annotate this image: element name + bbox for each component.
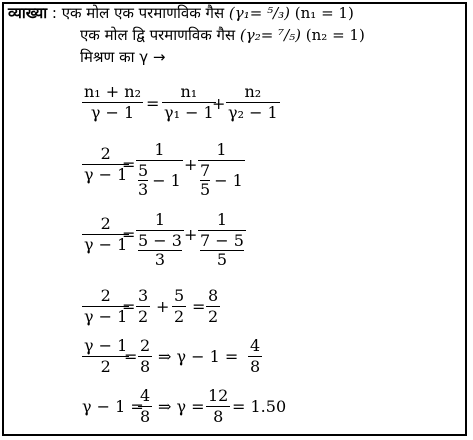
- eq4-term-c: [206, 288, 220, 325]
- n2-value: (n₂ = 1): [305, 26, 365, 44]
- eq1-t2-den: γ₂ − 1: [228, 103, 278, 122]
- eq5-b-den: 8: [250, 357, 261, 376]
- n1-value: (n₁ = 1): [294, 4, 354, 22]
- eq1-plus: +: [212, 94, 226, 113]
- eq2-t1-inner-den: 3: [138, 180, 149, 199]
- explanation-line-1: [8, 6, 354, 21]
- eq2-t1-tail: − 1: [152, 170, 181, 190]
- eq2-t1-den: [136, 163, 183, 198]
- eq2-t2-den: [198, 163, 245, 198]
- eq5-equals: =: [124, 347, 138, 366]
- eq4-b-num: 5: [174, 286, 185, 305]
- eq6-term-b: [206, 388, 230, 425]
- eq1-equals: =: [146, 94, 160, 113]
- eq5-a-den: 8: [140, 357, 151, 376]
- eq3-plus: +: [184, 225, 198, 244]
- eq3-t1-inner-den: 3: [154, 250, 166, 269]
- diatomic-gas-text: एक मोल द्वि परमाणविक गैस: [80, 26, 236, 44]
- eq6-result: = 1.50: [232, 397, 287, 416]
- eq4-term-a: [136, 288, 150, 325]
- explanation-line-2: [80, 28, 365, 43]
- eq3-term1: [136, 212, 184, 268]
- eq3-t2-num: 1: [216, 210, 228, 229]
- explanation-label: व्याख्या: [8, 4, 48, 22]
- eq5-term-a: [138, 338, 152, 375]
- eq5-lhs-den: 2: [100, 357, 111, 376]
- eq1-t1-den: γ₁ − 1: [164, 103, 214, 122]
- eq3-t1-den: [136, 233, 184, 268]
- eq6-b-den: 8: [213, 407, 224, 426]
- eq5-lhs-num: γ − 1: [84, 336, 128, 355]
- eq5-implies: ⇒ γ − 1 =: [158, 347, 239, 366]
- eq2-t1-inner-num: 5: [138, 161, 149, 180]
- eq6-lhs: γ − 1 =: [82, 397, 144, 416]
- eq4-plus: +: [156, 297, 170, 316]
- eq5-lhs: [82, 338, 129, 375]
- eq3-t1-num: 1: [154, 210, 166, 229]
- eq3-t1-inner-num: 5 − 3: [138, 231, 182, 250]
- eq6-b-num: 12: [208, 386, 229, 405]
- mixture-gamma-text: मिश्रण का γ →: [80, 48, 166, 66]
- eq2-t2-num: 1: [216, 140, 227, 159]
- eq4-equals-2: =: [192, 297, 206, 316]
- eq4-lhs-den: γ − 1: [84, 307, 128, 326]
- eq1-lhs-den: γ − 1: [90, 103, 135, 122]
- eq4-b-den: 2: [174, 307, 185, 326]
- eq1-t1-num: n₁: [180, 82, 198, 101]
- eq3-t2-den: [198, 233, 246, 268]
- eq4-equals-1: =: [122, 297, 136, 316]
- eq4-c-num: 8: [208, 286, 219, 305]
- monoatomic-gas-text: एक मोल एक परमाणविक गैस: [61, 4, 225, 22]
- eq5-term-b: [248, 338, 262, 375]
- eq4-a-num: 3: [138, 286, 149, 305]
- eq6-a-num: 4: [140, 386, 151, 405]
- eq4-term-b: [172, 288, 186, 325]
- eq2-lhs-den: γ − 1: [84, 165, 128, 184]
- eq3-term2: [198, 212, 246, 268]
- eq2-t2-tail: − 1: [214, 170, 243, 190]
- gamma1-value: (γ₁= ⁵/₃): [228, 4, 291, 22]
- eq2-lhs-num: 2: [100, 144, 111, 163]
- eq4-lhs-num: 2: [100, 286, 111, 305]
- eq1-term2: [226, 84, 280, 121]
- eq1-lhs: [82, 84, 143, 121]
- eq3-t2-inner-den: 5: [216, 250, 228, 269]
- eq3-lhs-num: 2: [100, 214, 111, 233]
- eq3-lhs-den: γ − 1: [84, 235, 128, 254]
- eq2-t2-inner-den: 5: [200, 180, 211, 199]
- eq2-term2: [198, 142, 245, 198]
- eq2-t1-num: 1: [154, 140, 165, 159]
- eq2-equals: =: [122, 155, 136, 174]
- eq2-plus: +: [184, 155, 198, 174]
- label-separator: :: [51, 4, 57, 22]
- gamma2-value: (γ₂= ⁷/₅): [239, 26, 301, 44]
- eq3-t2-inner-num: 7 − 5: [200, 231, 244, 250]
- eq2-t2-inner-num: 7: [200, 161, 211, 180]
- eq1-t2-num: n₂: [244, 82, 262, 101]
- eq1-term1: [162, 84, 216, 121]
- eq4-a-den: 2: [138, 307, 149, 326]
- eq1-lhs-num: n₁ + n₂: [84, 82, 142, 101]
- eq2-term1: [136, 142, 183, 198]
- explanation-line-3: [80, 50, 165, 65]
- eq5-b-num: 4: [250, 336, 261, 355]
- eq5-a-num: 2: [140, 336, 151, 355]
- eq6-a-den: 8: [140, 407, 151, 426]
- eq4-c-den: 2: [208, 307, 219, 326]
- eq6-term-a: [138, 388, 152, 425]
- eq3-equals: =: [122, 225, 136, 244]
- eq6-implies: ⇒ γ =: [158, 397, 205, 416]
